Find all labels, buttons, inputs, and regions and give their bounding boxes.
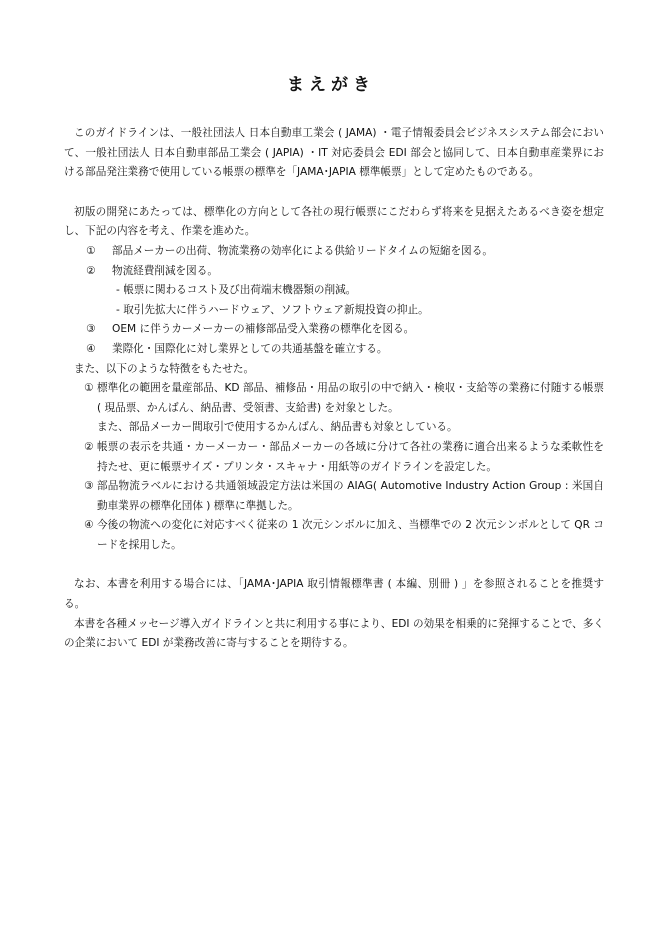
feature-number: ① [84,382,94,395]
goal-number: ① [86,244,96,257]
closing-paragraph: 本書を各種メッセージ導入ガイドラインと共に利用する事により、EDI の効果を相乗的に発揮することで、多くの企業において EDI が業務改善に寄与することを期待する。 [64,617,604,650]
goal-text: 業際化・国際化に対し業界としての共通基盤を確立する。 [112,342,388,355]
feature-text: 帳票の表示を共通・カーメーカー・部品メーカーの各域に分けて各社の業務に適合出来るような柔軟性を持たせ、更に帳票サイズ・プリンタ・スキャナ・用紙等のガイドラインを設定した。 [97,440,604,473]
goal-sub-text: - 帳票に関わるコスト及び出荷端末機器類の削減。 [116,284,357,297]
feature-number: ② [84,440,94,453]
feature-item-3 [64,477,604,516]
goal-number: ③ [86,323,96,336]
goal-2-sub-item-2 [64,301,604,321]
note-paragraph: なお、本書を利用する場合には、「JAMA･JAPIA 取引情報標準書 ( 本編、別冊 ) 」を参照されることを推奨する。 [64,578,604,611]
page-title: まえがき [287,75,375,95]
goal-text: OEM に伴うカーメーカーの補修部品受入業務の標準化を図る。 [112,323,415,336]
intro-paragraph: このガイドラインは、一般社団法人 日本自動車工業会 ( JAMA) ・電子情報委員会ビジネスシステム部会において、一般社団法人 日本自動車部品工業会 ( JAPIA) ・IT 対応委員会 EDI 部会と協同して、日本自動車産業界における部品発注業務で使用している帳票の標準を「JAMA･JAPIA 標準帳票」として定めたものである。 [64,127,604,179]
goal-item-3 [64,320,604,340]
feature-number: ③ [84,480,94,493]
goal-text: 物流経費削減を図る。 [112,264,218,277]
paragraph-gap [64,183,604,203]
goal-sub-text: - 取引先拡大に伴うハードウェア、ソフトウェア新規投資の抑止。 [116,303,429,316]
feature-text: 今後の物流への変化に対応すべく従来の 1 次元シンボルに加え、当標準での 2 次元シンボルとして QR コードを採用した。 [97,519,604,551]
feature-text: 部品物流ラベルにおける共通領域設定方法は米国の AIAG( Automotive Industry Action Group : 米国自動車業界の標準化団体 ) 標準に準拠した。 [97,480,604,512]
paragraph-gap [64,555,604,575]
goal-item-1 [64,242,604,262]
feature-text: 標準化の範囲を量産部品、KD 部品、補修品・用品の取引の中で納入・検収・支給等の業務に付随する帳票( 現品票、かんばん、納品書、受領書、支給書) を対象とした。 [97,382,604,414]
goal-text: 部品メーカーの出荷、物流業務の効率化による供給リードタイムの短縮を図る。 [112,244,493,257]
document-body [64,124,604,654]
goal-item-2 [64,262,604,282]
goal-number: ② [86,264,96,277]
development-paragraph: 初版の開発にあたっては、標準化の方向として各社の現行帳票にこだわらず将来を見据えたあるべき姿を想定し、下記の内容を考え、作業を進めた。 [64,205,604,238]
goal-2-sub-item-1 [64,281,604,301]
feature-item-4 [64,516,604,555]
feature-1-extra: また、部品メーカー間取引で使用するかんばん、納品書も対象としている。 [97,421,458,434]
goal-item-4 [64,340,604,360]
features-intro: また、以下のような特徴をもたせた。 [74,362,255,375]
feature-number: ④ [84,519,94,532]
feature-item-1 [64,379,604,418]
feature-item-2 [64,438,604,477]
goal-number: ④ [86,342,96,355]
